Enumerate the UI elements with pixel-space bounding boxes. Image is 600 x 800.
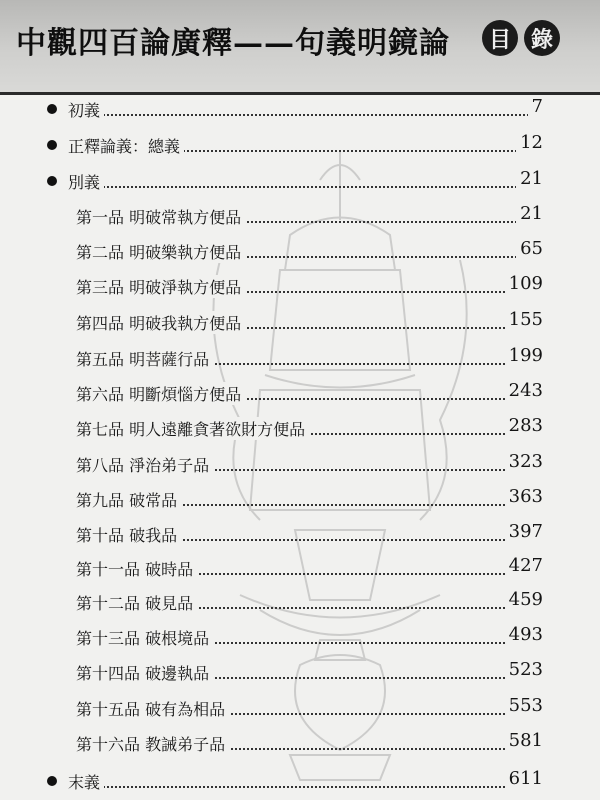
toc-entry-label: 末義 — [68, 770, 104, 793]
toc-entry-label: 第十二品 破見品 — [76, 591, 197, 614]
toc-page-number: 7 — [528, 96, 543, 117]
toc-entry[interactable] — [0, 449, 600, 479]
bullet-dot-icon — [47, 104, 57, 114]
toc-entry-label: 第四品 明破我執方便品 — [76, 311, 245, 334]
toc-badge-mu: 目 — [482, 20, 518, 56]
toc-entry[interactable] — [0, 201, 600, 231]
toc-entry-label: 別義 — [68, 170, 104, 193]
toc-entry[interactable] — [0, 519, 600, 549]
toc-entry-label: 第十四品 破邊執品 — [76, 661, 213, 684]
toc-entry-label: 第十三品 破根境品 — [76, 626, 213, 649]
toc-entry[interactable] — [0, 553, 600, 583]
toc-page-number: 243 — [505, 380, 543, 401]
toc-leader-dots — [68, 114, 540, 116]
toc-entry[interactable] — [0, 343, 600, 373]
toc-page-number: 581 — [505, 730, 543, 751]
toc-entry-label: 第十品 破我品 — [76, 523, 181, 546]
toc-entry[interactable] — [0, 130, 600, 160]
toc-page-number: 523 — [505, 659, 543, 680]
toc-entry-label: 正釋論義：總義 — [68, 134, 184, 157]
toc-entry-label: 第一品 明破常執方便品 — [76, 205, 245, 228]
toc-entry-label: 第十一品 破時品 — [76, 557, 197, 580]
book-title: 中觀四百論廣釋——句義明鏡論 — [16, 26, 450, 61]
toc-leader-dots — [68, 786, 540, 788]
toc-badge-lu: 錄 — [524, 20, 560, 56]
toc-page-number: 65 — [516, 238, 543, 259]
toc-entry[interactable] — [0, 378, 600, 408]
toc-page-number: 155 — [505, 309, 543, 330]
toc-entry[interactable] — [0, 307, 600, 337]
toc-entry-label: 第五品 明菩薩行品 — [76, 347, 213, 370]
toc-page-number: 611 — [505, 768, 543, 789]
toc-entry[interactable] — [0, 94, 600, 124]
toc-entry[interactable] — [0, 587, 600, 617]
bullet-dot-icon — [47, 140, 57, 150]
toc-entry-label: 初義 — [68, 98, 104, 121]
toc-entry[interactable] — [0, 728, 600, 758]
bullet-dot-icon — [47, 176, 57, 186]
toc-entry[interactable] — [0, 622, 600, 652]
toc-entry-label: 第八品 淨治弟子品 — [76, 453, 213, 476]
toc-page-number: 199 — [505, 345, 543, 366]
toc-badge-group — [482, 20, 560, 56]
toc-entry[interactable] — [0, 484, 600, 514]
toc-leader-dots — [68, 186, 540, 188]
toc-entry[interactable] — [0, 693, 600, 723]
toc-page-number: 12 — [516, 132, 543, 153]
toc-entry[interactable] — [0, 271, 600, 301]
toc-entry[interactable] — [0, 766, 600, 796]
toc-entry[interactable] — [0, 166, 600, 196]
toc-entry-label: 第九品 破常品 — [76, 488, 181, 511]
toc-entry-label: 第七品 明人遠離貪著欲財方便品 — [76, 417, 309, 440]
toc-entry[interactable] — [0, 413, 600, 443]
toc-entry-label: 第二品 明破樂執方便品 — [76, 240, 245, 263]
toc-entry-label: 第十六品 教誡弟子品 — [76, 732, 229, 755]
toc-page-number: 21 — [516, 203, 543, 224]
toc-page-number: 459 — [505, 589, 543, 610]
toc-page-number: 397 — [505, 521, 543, 542]
toc-entry-label: 第三品 明破淨執方便品 — [76, 275, 245, 298]
toc-entry-label: 第六品 明斷煩惱方便品 — [76, 382, 245, 405]
toc-page-number: 493 — [505, 624, 543, 645]
toc-page-number: 283 — [505, 415, 543, 436]
toc-page-number: 363 — [505, 486, 543, 507]
toc-page-number: 427 — [505, 555, 543, 576]
bullet-dot-icon — [47, 776, 57, 786]
toc-page-number: 323 — [505, 451, 543, 472]
toc-page-number: 553 — [505, 695, 543, 716]
toc-entry[interactable] — [0, 657, 600, 687]
toc-page-number: 21 — [516, 168, 543, 189]
toc-entry[interactable] — [0, 236, 600, 266]
toc-entry-label: 第十五品 破有為相品 — [76, 697, 229, 720]
toc-page-number: 109 — [505, 273, 543, 294]
